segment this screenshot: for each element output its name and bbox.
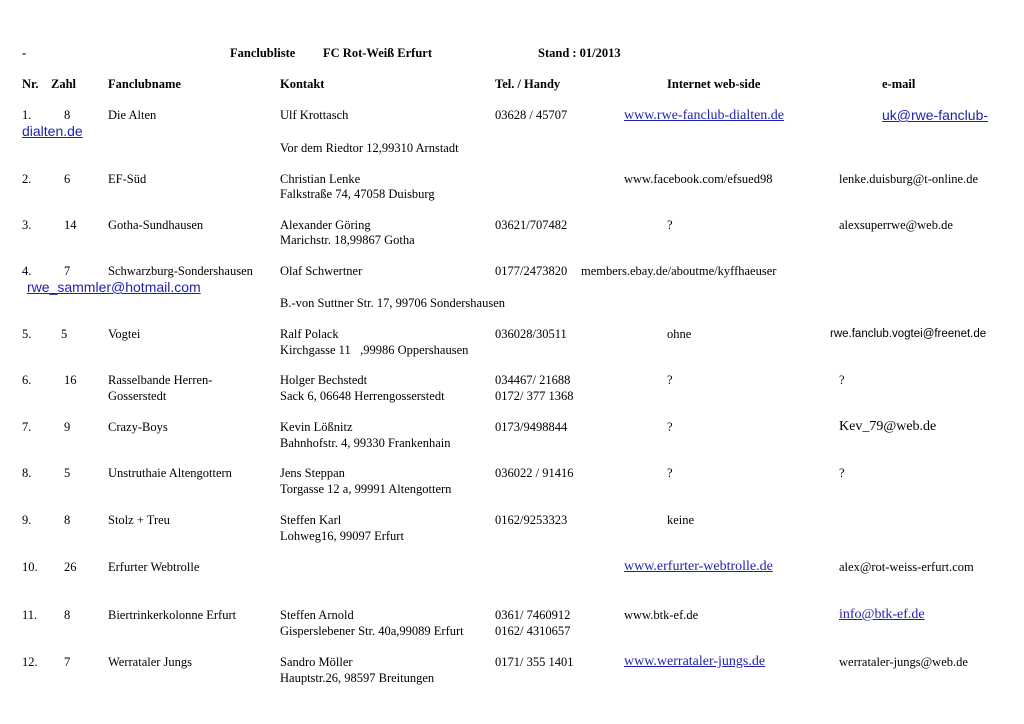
row-contact: Steffen Karl — [280, 513, 342, 527]
row-tel: 03621/707482 — [495, 218, 568, 232]
row-zahl: 7 — [64, 655, 71, 669]
row-nr: 2. — [22, 172, 32, 186]
row-nr: 5. — [22, 327, 32, 341]
row-web: www.btk-ef.de — [624, 608, 699, 622]
row-zahl: 5 — [61, 327, 68, 341]
row-contact: Olaf Schwertner — [280, 264, 363, 278]
column-header-zahl: Zahl — [51, 77, 77, 91]
row-name: Gotha-Sundhausen — [108, 218, 204, 232]
row-email: alexsuperrwe@web.de — [839, 218, 953, 232]
row-email: rwe.fanclub.vogtei@freenet.de — [830, 328, 987, 340]
column-header-tel: Tel. / Handy — [495, 77, 561, 91]
row-address: Falkstraße 74, 47058 Duisburg — [280, 187, 435, 201]
row-nr: 10. — [22, 560, 38, 574]
row-email-link[interactable]: info@btk-ef.de — [839, 607, 925, 622]
row-web: ? — [667, 466, 673, 480]
row-contact: Alexander Göring — [280, 218, 371, 232]
row-address: Vor dem Riedtor 12,99310 Arnstadt — [280, 141, 459, 155]
row-email: lenke.duisburg@t-online.de — [839, 172, 979, 186]
row-tel: 036028/30511 — [495, 327, 567, 341]
row-contact: Ulf Krottasch — [280, 108, 349, 122]
row-nr: 11. — [22, 608, 38, 622]
row-web: keine — [667, 513, 695, 527]
row-web-link[interactable]: www.werrataler-jungs.de — [624, 654, 766, 669]
column-header-nr: Nr. — [22, 77, 39, 91]
row-zahl: 16 — [64, 373, 77, 387]
row-zahl: 8 — [64, 608, 71, 622]
row-web: ? — [667, 373, 673, 387]
row-tel: 03628 / 45707 — [495, 108, 568, 122]
row-zahl: 5 — [64, 466, 71, 480]
stand-date: Stand : 01/2013 — [538, 46, 621, 60]
row-nr: 8. — [22, 466, 32, 480]
row-nr: 12. — [22, 655, 38, 669]
row-tel: 0171/ 355 1401 — [495, 655, 574, 669]
row-contact: Jens Steppan — [280, 466, 345, 480]
row-email: werrataler-jungs@web.de — [839, 655, 968, 669]
row-name: Schwarzburg-Sondershausen — [108, 264, 253, 278]
row-name: Erfurter Webtrolle — [108, 560, 200, 574]
row-zahl: 6 — [64, 172, 71, 186]
page-title: Fanclubliste — [230, 46, 296, 60]
row-name: EF-Süd — [108, 172, 147, 186]
row-email: Kev_79@web.de — [839, 419, 937, 434]
row-name: Die Alten — [108, 108, 157, 122]
row-name-cont: Gosserstedt — [108, 389, 167, 403]
row-email: ? — [839, 466, 845, 480]
row-web-link[interactable]: www.rwe-fanclub-dialten.de — [624, 108, 785, 123]
row-tel-2: 0162/ 4310657 — [495, 624, 571, 638]
row-tel-2: 0172/ 377 1368 — [495, 389, 574, 403]
row-nr: 1. — [22, 108, 32, 122]
row-nr: 9. — [22, 513, 32, 527]
row-zahl: 8 — [64, 108, 71, 122]
club-title: FC Rot-Weiß Erfurt — [323, 46, 433, 60]
row-email-link-cont[interactable]: dialten.de — [22, 123, 83, 139]
row-address: Sack 6, 06648 Herrengosserstedt — [280, 389, 445, 403]
row-email: ? — [839, 373, 845, 387]
row-contact: Sandro Möller — [280, 655, 353, 669]
row-nr: 3. — [22, 218, 32, 232]
row-contact: Kevin Lößnitz — [280, 420, 353, 434]
row-name: Werrataler Jungs — [108, 655, 193, 669]
row-name: Unstruthaie Altengottern — [108, 466, 232, 480]
row-name: Biertrinkerkolonne Erfurt — [108, 608, 237, 622]
row-address: Lohweg16, 99097 Erfurt — [280, 529, 404, 543]
row-contact: Ralf Polack — [280, 327, 339, 341]
row-nr: 6. — [22, 373, 32, 387]
column-header-web: Internet web-side — [667, 77, 761, 91]
row-address: Torgasse 12 a, 99991 Altengottern — [280, 482, 452, 496]
row-web: ? — [667, 218, 673, 232]
row-zahl: 26 — [64, 560, 77, 574]
row-contact: Steffen Arnold — [280, 608, 354, 622]
header-dash: - — [22, 46, 27, 60]
column-header-email: e-mail — [882, 77, 916, 91]
row-email-link[interactable]: rwe_sammler@hotmail.com — [27, 279, 201, 295]
row-email: alex@rot-weiss-erfurt.com — [839, 560, 974, 574]
row-name: Stolz + Treu — [108, 513, 170, 527]
row-nr: 7. — [22, 420, 32, 434]
row-contact: Christian Lenke — [280, 172, 361, 186]
column-header-kontakt: Kontakt — [280, 77, 325, 91]
row-address: Gisperslebener Str. 40a,99089 Erfurt — [280, 624, 464, 638]
row-web: members.ebay.de/aboutme/kyffhaeuser — [581, 264, 777, 278]
row-web: www.facebook.com/efsued98 — [624, 172, 773, 186]
row-contact: Holger Bechstedt — [280, 373, 368, 387]
row-tel: 0162/9253323 — [495, 513, 568, 527]
row-web-link[interactable]: www.erfurter-webtrolle.de — [624, 559, 773, 574]
row-address: B.-von Suttner Str. 17, 99706 Sondershausen — [280, 296, 505, 310]
row-address: Hauptstr.26, 98597 Breitungen — [280, 671, 435, 685]
row-zahl: 9 — [64, 420, 71, 434]
row-address: Bahnhofstr. 4, 99330 Frankenhain — [280, 436, 451, 450]
row-web: ohne — [667, 327, 692, 341]
row-address: Kirchgasse 11 ,99986 Oppershausen — [280, 343, 469, 357]
row-tel: 036022 / 91416 — [495, 466, 574, 480]
row-name: Vogtei — [108, 327, 141, 341]
row-tel: 034467/ 21688 — [495, 373, 571, 387]
row-zahl: 7 — [64, 264, 71, 278]
row-tel: 0177/2473820 — [495, 264, 568, 278]
column-header-name: Fanclubname — [108, 77, 181, 91]
row-zahl: 8 — [64, 513, 71, 527]
row-tel: 0173/9498844 — [495, 420, 568, 434]
row-zahl: 14 — [64, 218, 77, 232]
row-name: Rasselbande Herren- — [108, 373, 213, 387]
row-address: Marichstr. 18,99867 Gotha — [280, 233, 415, 247]
row-nr: 4. — [22, 264, 32, 278]
row-tel: 0361/ 7460912 — [495, 608, 571, 622]
row-name: Crazy-Boys — [108, 420, 168, 434]
row-email-link[interactable]: uk@rwe-fanclub- — [882, 107, 989, 123]
row-web: ? — [667, 420, 673, 434]
